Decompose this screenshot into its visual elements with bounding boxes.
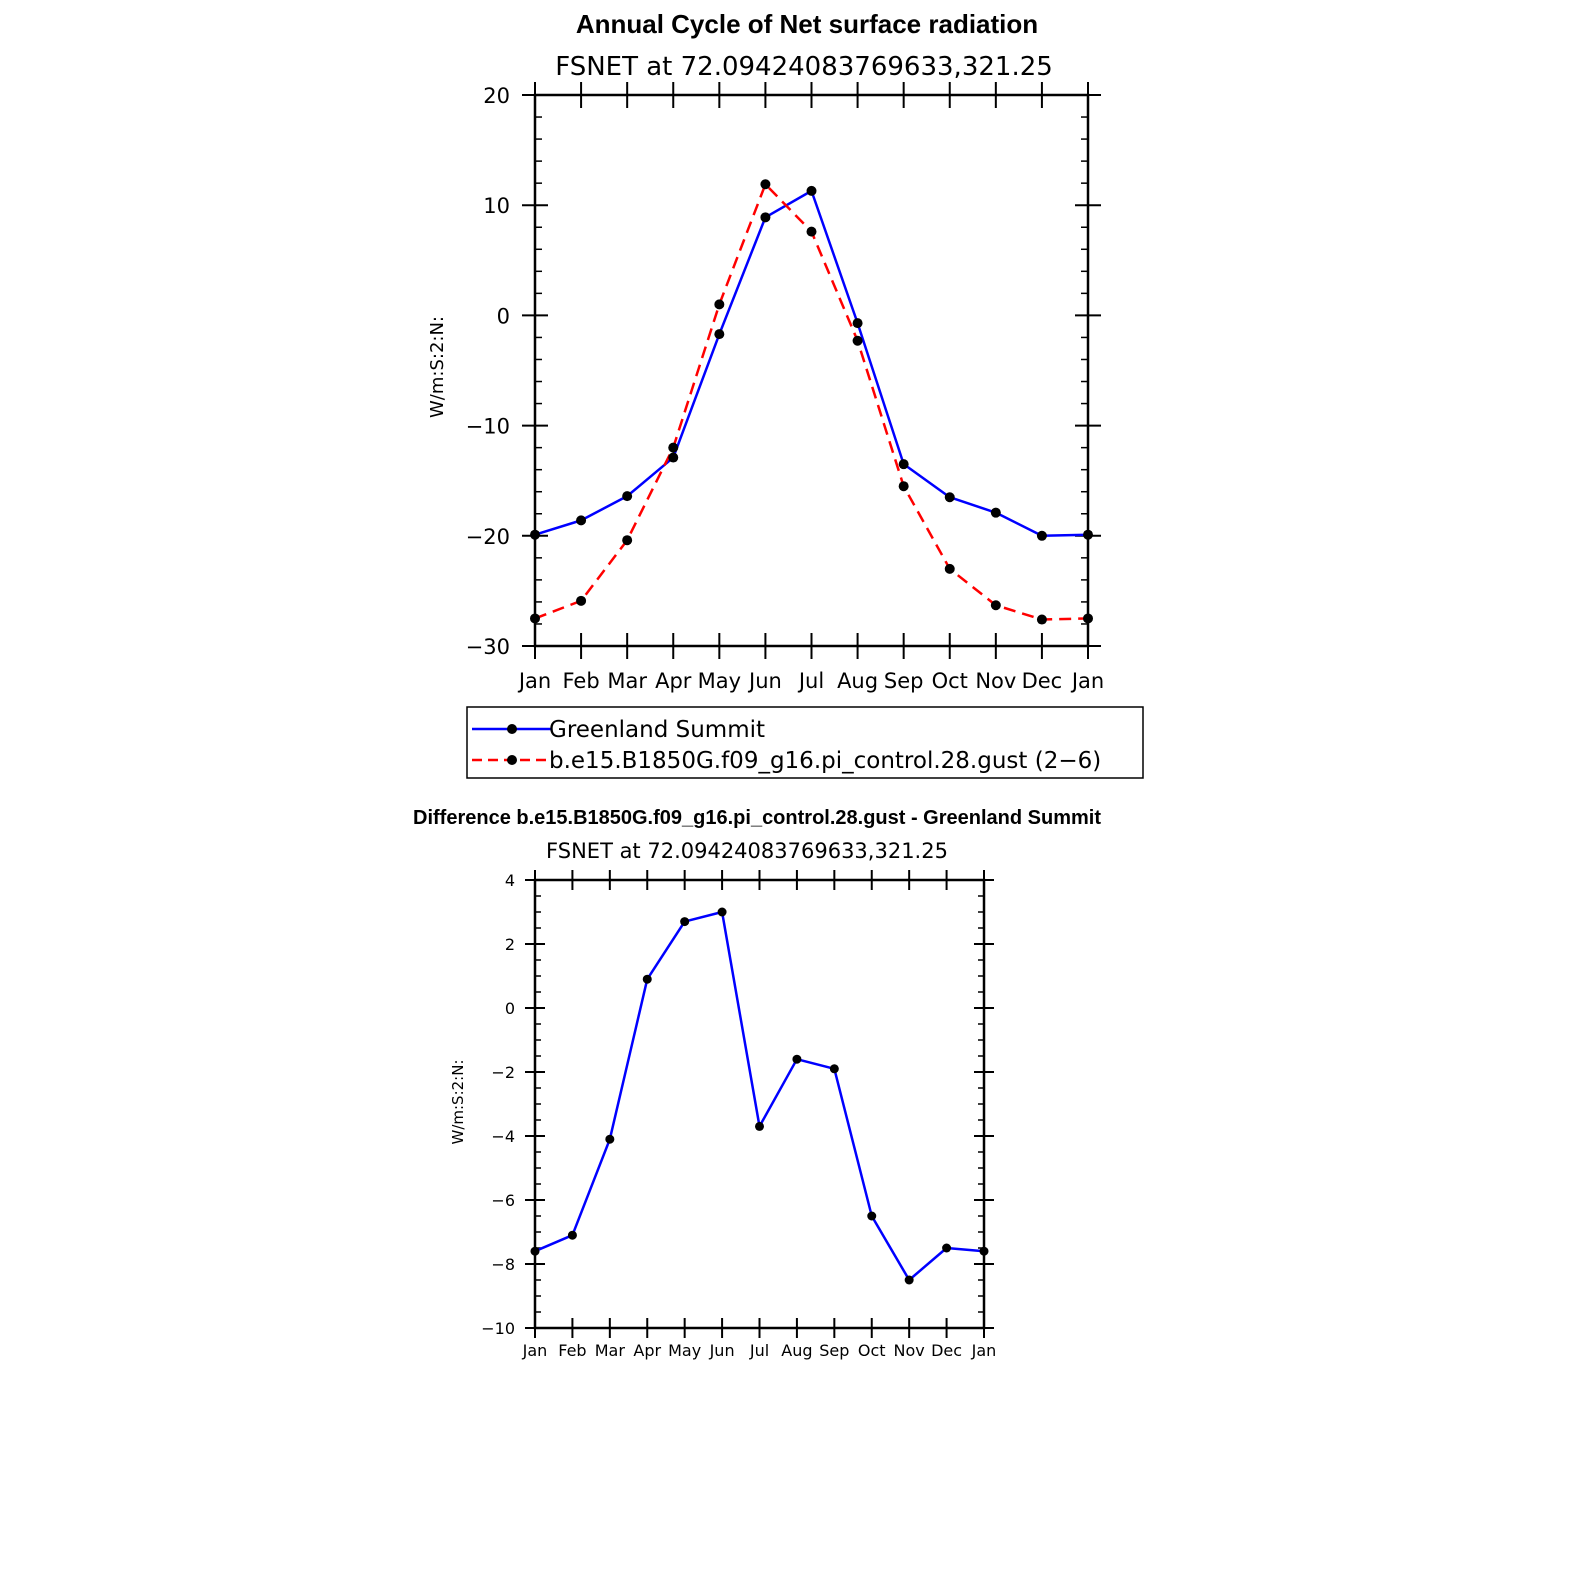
chart1-xtick-label: Feb (562, 669, 600, 693)
chart2-ytick-label: −6 (491, 1191, 515, 1210)
chart2-xtick-label: Jan (522, 1341, 548, 1360)
chart2-ytick-label: 2 (504, 935, 515, 954)
chart2-series-0-point (830, 1064, 839, 1073)
chart2-series-0-point (942, 1244, 951, 1253)
chart1-xtick-label: Mar (607, 669, 647, 693)
chart1-series-0-point (714, 329, 724, 339)
chart2-xtick-label: Mar (594, 1341, 625, 1360)
chart1-series-1-point (807, 227, 817, 237)
chart1-series-0-point (1083, 530, 1093, 540)
chart1-xtick-label: Dec (1021, 669, 1063, 693)
chart1-ytick-label: −10 (465, 414, 510, 439)
chart1-series-0-point (945, 492, 955, 502)
chart1-series-1-point (1037, 615, 1047, 625)
chart1-ylabel: W/m:S:2:N: (427, 316, 448, 418)
chart2-xtick-label: Jun (709, 1341, 735, 1360)
chart1-subtitle: FSNET at 72.09424083769633,321.25 (555, 52, 1053, 82)
chart2-ytick-label: −2 (491, 1063, 515, 1082)
chart2-ytick-label: 0 (504, 999, 515, 1018)
chart2-title: Difference b.e15.B1850G.f09_g16.pi_control.28.gust - Greenland Summit (413, 807, 1101, 829)
chart1-series-0-point (807, 186, 817, 196)
chart1-series-1-point (576, 596, 586, 606)
chart1-series-0-point (1037, 531, 1047, 541)
chart1-xtick-label: Jun (749, 669, 782, 693)
chart1-series-0-point (530, 530, 540, 540)
chart2-ylabel: W/m:S:2:N: (449, 1059, 467, 1145)
chart2-series-0-point (680, 917, 689, 926)
chart2-xtick-label: Jan (971, 1341, 997, 1360)
chart2-subtitle: FSNET at 72.09424083769633,321.25 (546, 839, 948, 863)
legend-marker-greenland (507, 724, 517, 734)
chart2-xtick-label: Nov (893, 1341, 925, 1360)
legend-marker-model (507, 755, 517, 765)
chart2-series-0-point (980, 1247, 989, 1256)
chart2-ytick-label: −10 (481, 1319, 515, 1338)
chart1-xtick-label: Jul (798, 669, 825, 693)
chart1-series-0-point (622, 491, 632, 501)
chart2-series-0-point (718, 908, 727, 917)
chart1-series-1-point (622, 535, 632, 545)
chart2-series-0-point (643, 975, 652, 984)
chart2-series-0-point (605, 1135, 614, 1144)
chart1-series-1-point (760, 179, 770, 189)
chart1-ytick-label: −20 (465, 524, 510, 549)
chart1-ytick-label: 20 (483, 84, 510, 108)
legend-label-greenland: Greenland Summit (549, 717, 766, 743)
chart1-xtick-label: Oct (931, 669, 968, 693)
chart1-series-1-point (714, 299, 724, 309)
chart1-ytick-label: 0 (496, 304, 510, 329)
chart2-xtick-label: Feb (558, 1341, 587, 1360)
chart1-xtick-label: Sep (883, 669, 924, 693)
chart2-series-0-point (531, 1247, 540, 1256)
chart1-series-0-point (991, 508, 1001, 518)
chart1-ytick-label: −30 (465, 635, 510, 659)
chart1-ytick-label: 10 (483, 194, 510, 219)
chart2-xtick-label: Apr (633, 1341, 662, 1360)
chart1-title: Annual Cycle of Net surface radiation (575, 9, 1039, 39)
chart1-xtick-label: Aug (837, 669, 879, 693)
chart2-xtick-label: May (668, 1341, 702, 1360)
chart1-series-0-point (668, 453, 678, 463)
chart2-series-0-point (905, 1276, 914, 1285)
chart2-xtick-label: Oct (857, 1341, 886, 1360)
chart1-series-1-point (853, 336, 863, 346)
chart1-series-0-point (576, 515, 586, 525)
chart1-xtick-label: Apr (655, 669, 692, 693)
chart1-series-1-point (945, 564, 955, 574)
chart1-xtick-label: Nov (975, 669, 1017, 693)
chart2-series-0-point (792, 1055, 801, 1064)
chart1-series-1-point (1083, 613, 1093, 623)
chart1-series-1-point (530, 613, 540, 623)
chart1-xtick-label: May (697, 669, 742, 693)
chart2-ytick-label: 4 (504, 871, 515, 890)
chart1-series-0-point (760, 212, 770, 222)
chart2-ytick-label: −8 (491, 1255, 515, 1274)
chart1-xtick-label: Jan (1071, 669, 1105, 693)
chart1-series-1-point (899, 481, 909, 491)
chart2-ytick-label: −4 (491, 1127, 515, 1146)
chart1-series-1-point (668, 443, 678, 453)
chart2-series-0-point (568, 1231, 577, 1240)
chart1-series-1-point (991, 600, 1001, 610)
chart2-series-0-point (867, 1212, 876, 1221)
chart2-xtick-label: Dec (931, 1341, 963, 1360)
chart1-xtick-label: Jan (518, 669, 552, 693)
chart2-xtick-label: Jul (749, 1341, 770, 1360)
chart2-xtick-label: Aug (781, 1341, 813, 1360)
chart1-series-0-point (899, 459, 909, 469)
chart2-xtick-label: Sep (819, 1341, 850, 1360)
chart2-series-0-point (755, 1122, 764, 1131)
legend-label-model: b.e15.B1850G.f09_g16.pi_control.28.gust (2−6) (549, 748, 1102, 774)
chart1-series-0-point (853, 318, 863, 328)
